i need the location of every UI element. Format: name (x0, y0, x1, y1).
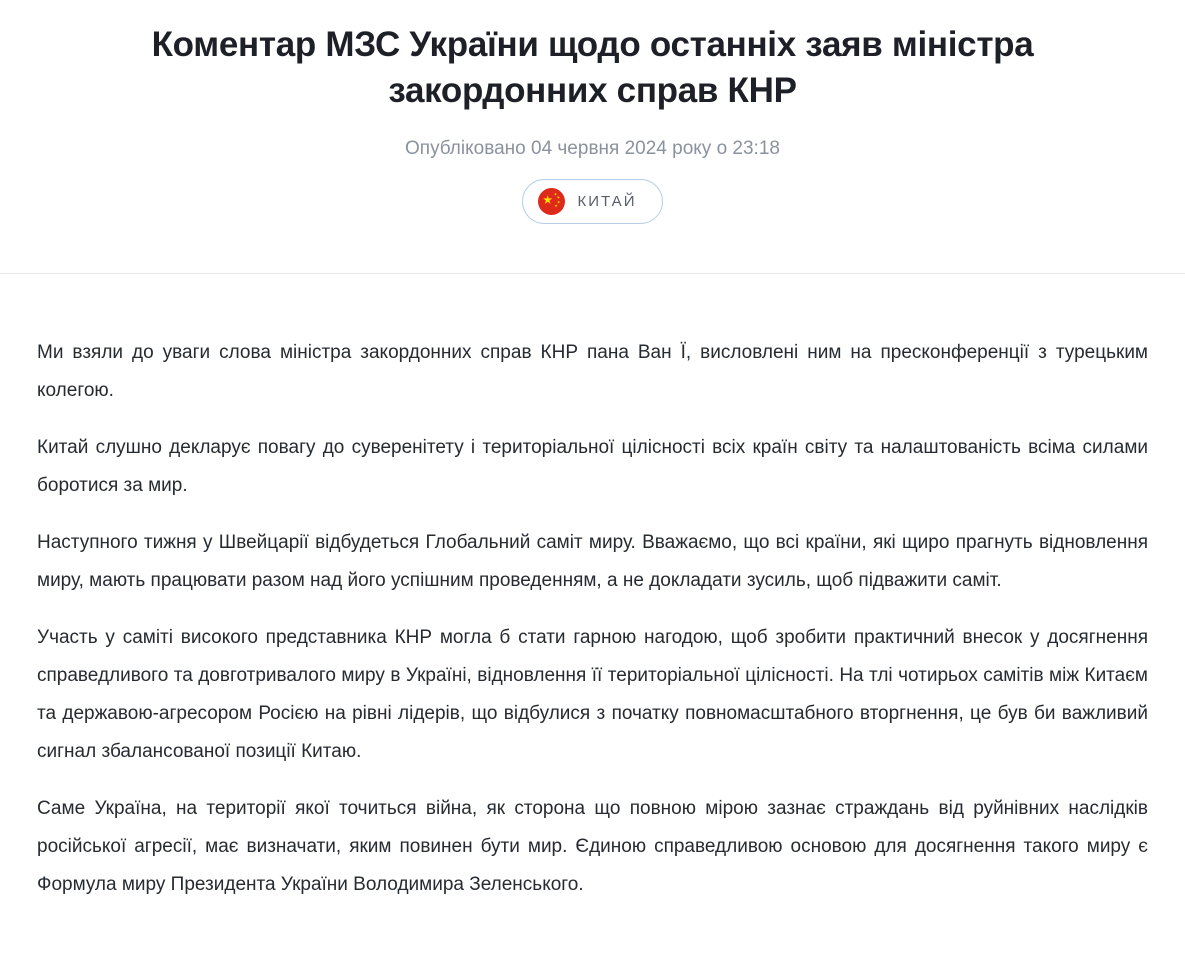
article-paragraph: Наступного тижня у Швейцарії відбудеться Глобальний саміт миру. Вважаємо, що всі країни, які щиро прагнуть відновлення миру, мають працювати разом над його успішним проведенням, а не докладати зусиль, щоб підважити саміт. (37, 532, 1148, 591)
china-flag-icon (538, 188, 565, 215)
tag-china[interactable] (522, 179, 664, 224)
section-divider (0, 273, 1185, 274)
page-title: Коментар МЗС України щодо останніх заяв міністра закордонних справ КНР (151, 25, 1034, 110)
article-paragraph: Саме Україна, на території якої точиться війна, як сторона що повною мірою зазнає страждань від руйнівних наслідків російської агресії, має визначати, яким повинен бути мир. Єдиною справедливою основою для досягнення такого миру є Формула миру Президента України Володимира Зеленського. (37, 798, 1148, 895)
article-paragraph: Китай слушно декларує повагу до суверенітету і територіальної цілісності всіх країн світу та налаштованість всіма силами боротися за мир. (37, 437, 1148, 496)
publish-date: Опубліковано 04 червня 2024 року о 23:18 (405, 138, 780, 159)
tag-label: КИТАЙ (577, 193, 637, 210)
article-paragraph: Ми взяли до уваги слова міністра закордонних справ КНР пана Ван Ї, висловлені ним на пресконференції з турецьким колегою. (37, 342, 1148, 401)
article-header (0, 0, 1185, 224)
article-body (0, 282, 1185, 904)
tag-row (0, 179, 1185, 224)
article-paragraph: Участь у саміті високого представника КНР могла б стати гарною нагодою, щоб зробити практичний внесок у досягнення справедливого та довготривалого миру в Україні, відновлення її територіальної цілісності. На тлі чотирьох самітів між Китаєм та державою-агресором Росією на рівні лідерів, що відбулися з початку повномасштабного вторгнення, це був би важливий сигнал збалансованої позиції Китаю. (37, 627, 1148, 762)
